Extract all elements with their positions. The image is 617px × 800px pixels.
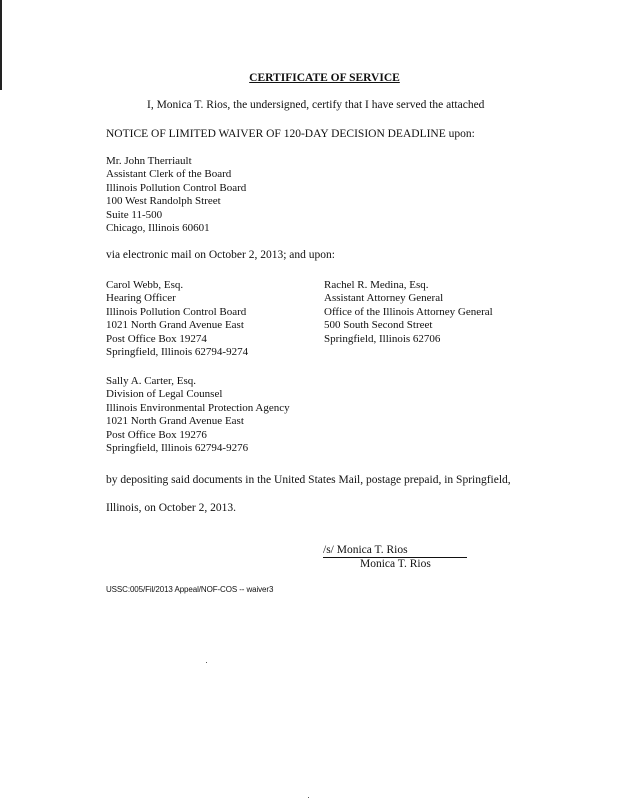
address-line: Springfield, Illinois 62706	[324, 332, 441, 345]
document-title: CERTIFICATE OF SERVICE	[249, 72, 400, 84]
signature-line: /s/ Monica T. Rios	[323, 543, 467, 558]
address-line: Office of the Illinois Attorney General	[324, 305, 493, 318]
address-line: 100 West Randolph Street	[106, 195, 221, 208]
address-legal-counsel	[106, 375, 290, 455]
signer-name: Monica T. Rios	[360, 558, 431, 570]
address-line: Mr. John Therriault	[106, 155, 192, 167]
address-line: Assistant Clerk of the Board	[106, 168, 232, 181]
address-line: Assistant Attorney General	[324, 292, 444, 305]
intro-paragraph: I, Monica T. Rios, the undersigned, certify that I have served the attached	[147, 99, 485, 111]
address-line: 500 South Second Street	[324, 319, 433, 332]
address-line: Sally A. Carter, Esq.	[106, 375, 196, 387]
address-line: Post Office Box 19274	[106, 332, 207, 345]
deposit-line: by depositing said documents in the United States Mail, postage prepaid, in Springfield,	[106, 474, 511, 486]
address-line: Illinois Pollution Control Board	[106, 181, 247, 194]
address-line: Post Office Box 19276	[106, 428, 207, 441]
address-attorney-general	[324, 279, 493, 346]
address-line: Hearing Officer	[106, 292, 176, 305]
address-line: Chicago, Illinois 60601	[106, 222, 210, 235]
address-line: 1021 North Grand Avenue East	[106, 319, 244, 332]
via-email-line: via electronic mail on October 2, 2013; and upon:	[106, 249, 335, 261]
address-line: Division of Legal Counsel	[106, 388, 223, 401]
address-line: Illinois Pollution Control Board	[106, 305, 247, 318]
address-line: Rachel R. Medina, Esq.	[324, 279, 429, 291]
address-line: Carol Webb, Esq.	[106, 279, 184, 291]
address-clerk	[106, 155, 246, 235]
notice-line: NOTICE OF LIMITED WAIVER OF 120-DAY DECISION DEADLINE upon:	[106, 128, 475, 140]
address-line: Springfield, Illinois 62794-9276	[106, 442, 249, 455]
address-line: Springfield, Illinois 62794-9274	[106, 346, 249, 359]
scan-speck	[308, 797, 309, 798]
deposit-date-line: Illinois, on October 2, 2013.	[106, 502, 236, 514]
address-hearing-officer	[106, 279, 248, 359]
address-line: Illinois Environmental Protection Agency	[106, 401, 290, 414]
scan-speck	[206, 662, 207, 663]
address-line: Suite 11-500	[106, 208, 163, 221]
address-line: 1021 North Grand Avenue East	[106, 415, 244, 428]
document-reference: USSC:005/Fil/2013 Appeal/NOF-COS -- waiver3	[106, 585, 274, 594]
